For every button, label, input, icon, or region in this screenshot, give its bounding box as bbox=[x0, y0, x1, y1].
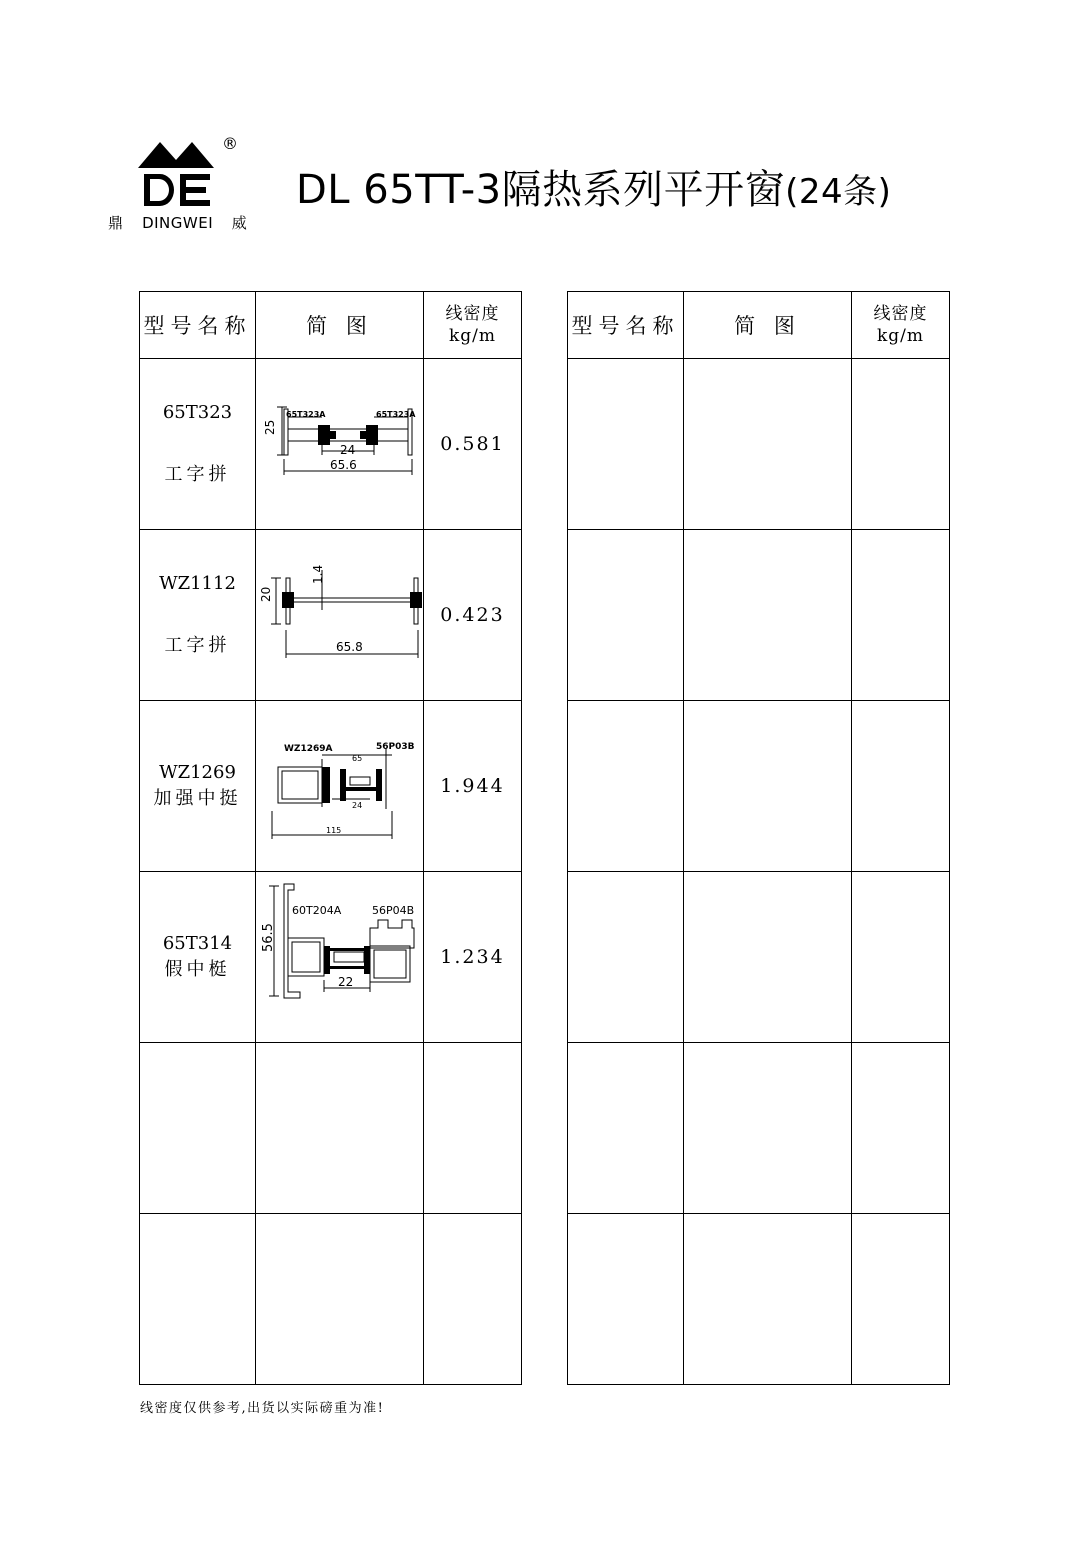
footnote: 线密度仅供参考,出货以实际磅重为准! bbox=[140, 1401, 385, 1416]
table-row bbox=[140, 1214, 522, 1385]
sketch-cell bbox=[256, 701, 424, 872]
model-note: 加强中挺 bbox=[153, 788, 242, 809]
sketch-dimension: 1.4 bbox=[311, 564, 325, 584]
sketch-label: 56P03B bbox=[376, 742, 415, 752]
table-row bbox=[140, 872, 522, 1043]
model-cell bbox=[568, 872, 684, 1043]
header-sketch: 简 图 bbox=[256, 292, 424, 359]
header-density bbox=[852, 292, 950, 359]
header-sketch: 简 图 bbox=[684, 292, 852, 359]
table-row bbox=[140, 1043, 522, 1214]
sketch-label: 65T323A bbox=[376, 410, 416, 419]
model-cell bbox=[568, 1214, 684, 1385]
density-value: 1.234 bbox=[424, 872, 522, 1043]
brand-left-char: 鼎 bbox=[108, 214, 124, 232]
density-cell bbox=[852, 530, 950, 701]
left-product-table bbox=[139, 291, 522, 1385]
table-header-row bbox=[140, 292, 522, 359]
header-density bbox=[424, 292, 522, 359]
model-cell bbox=[140, 359, 256, 530]
profile-wz1112-sketch bbox=[256, 530, 424, 700]
model-cell bbox=[140, 1043, 256, 1214]
model-cell bbox=[568, 530, 684, 701]
sketch-cell bbox=[684, 359, 852, 530]
title-main: DL 65TT-3隔热系列平开窗 bbox=[296, 167, 786, 213]
brand-name-line bbox=[108, 212, 248, 233]
dingwei-logo-icon bbox=[136, 136, 216, 210]
sketch-dimension: 56.5 bbox=[261, 923, 276, 952]
table-row bbox=[568, 701, 950, 872]
brand-right-char: 威 bbox=[231, 214, 248, 232]
sketch-cell bbox=[256, 1214, 424, 1385]
table-row bbox=[568, 1214, 950, 1385]
sketch-label: WZ1269A bbox=[284, 744, 333, 754]
sketch-cell bbox=[684, 530, 852, 701]
table-row bbox=[568, 530, 950, 701]
density-cell bbox=[852, 872, 950, 1043]
sketch-label: 56P04B bbox=[372, 904, 415, 917]
header-density-line2: kg/m bbox=[876, 326, 925, 346]
table-row bbox=[568, 872, 950, 1043]
page-title bbox=[296, 158, 891, 215]
brand-logo bbox=[108, 132, 248, 240]
sketch-cell bbox=[256, 359, 424, 530]
sketch-dimension: 25 bbox=[263, 419, 277, 435]
density-value bbox=[424, 1214, 522, 1385]
sketch-dimension: 24 bbox=[340, 443, 356, 457]
density-value: 0.581 bbox=[424, 359, 522, 530]
model-cell bbox=[568, 359, 684, 530]
profile-65t314-sketch bbox=[256, 872, 424, 1042]
model-code: 65T314 bbox=[162, 933, 233, 954]
sketch-cell bbox=[684, 1043, 852, 1214]
header-model: 型号名称 bbox=[140, 292, 256, 359]
model-note: 工字拼 bbox=[164, 635, 231, 656]
density-cell bbox=[852, 1043, 950, 1214]
sketch-cell bbox=[684, 701, 852, 872]
header-density-line2: kg/m bbox=[448, 326, 497, 346]
sketch-dimension: 24 bbox=[352, 801, 363, 810]
sketch-dimension: 65.8 bbox=[336, 640, 363, 654]
sketch-cell bbox=[256, 872, 424, 1043]
density-cell bbox=[852, 701, 950, 872]
header-density-line1: 线密度 bbox=[445, 304, 500, 324]
profile-wz1269-sketch bbox=[256, 701, 424, 871]
model-code: WZ1112 bbox=[159, 573, 236, 594]
sketch-label: 65T323A bbox=[286, 410, 326, 419]
model-cell bbox=[140, 872, 256, 1043]
model-note: 工字拼 bbox=[164, 464, 231, 485]
table-row bbox=[568, 359, 950, 530]
title-count: (24条) bbox=[785, 172, 892, 212]
sketch-cell bbox=[684, 872, 852, 1043]
model-cell bbox=[140, 701, 256, 872]
density-value: 0.423 bbox=[424, 530, 522, 701]
table-row bbox=[140, 701, 522, 872]
sketch-dimension: 20 bbox=[259, 586, 273, 602]
density-value bbox=[424, 1043, 522, 1214]
right-product-table bbox=[567, 291, 950, 1385]
sketch-label: 60T204A bbox=[292, 904, 342, 917]
model-cell bbox=[140, 530, 256, 701]
table-row bbox=[568, 1043, 950, 1214]
sketch-cell bbox=[256, 530, 424, 701]
table-row bbox=[140, 530, 522, 701]
model-code: WZ1269 bbox=[159, 762, 236, 783]
registered-mark: ® bbox=[222, 134, 238, 153]
model-code: 65T323 bbox=[162, 402, 233, 423]
density-value: 1.944 bbox=[424, 701, 522, 872]
model-note: 假中梃 bbox=[164, 959, 231, 980]
density-cell bbox=[852, 1214, 950, 1385]
density-cell bbox=[852, 359, 950, 530]
table-row bbox=[140, 359, 522, 530]
model-cell bbox=[140, 1214, 256, 1385]
sketch-dimension: 22 bbox=[338, 975, 354, 989]
table-header-row bbox=[568, 292, 950, 359]
model-cell bbox=[568, 701, 684, 872]
brand-name: DINGWEI bbox=[142, 214, 214, 232]
sketch-cell bbox=[256, 1043, 424, 1214]
header-density-line1: 线密度 bbox=[873, 304, 928, 324]
sketch-dimension: 65 bbox=[352, 754, 363, 763]
model-cell bbox=[568, 1043, 684, 1214]
profile-65t323-sketch bbox=[256, 359, 424, 529]
sketch-cell bbox=[684, 1214, 852, 1385]
sketch-dimension: 115 bbox=[326, 826, 342, 835]
sketch-dimension: 65.6 bbox=[330, 458, 357, 472]
header-model: 型号名称 bbox=[568, 292, 684, 359]
